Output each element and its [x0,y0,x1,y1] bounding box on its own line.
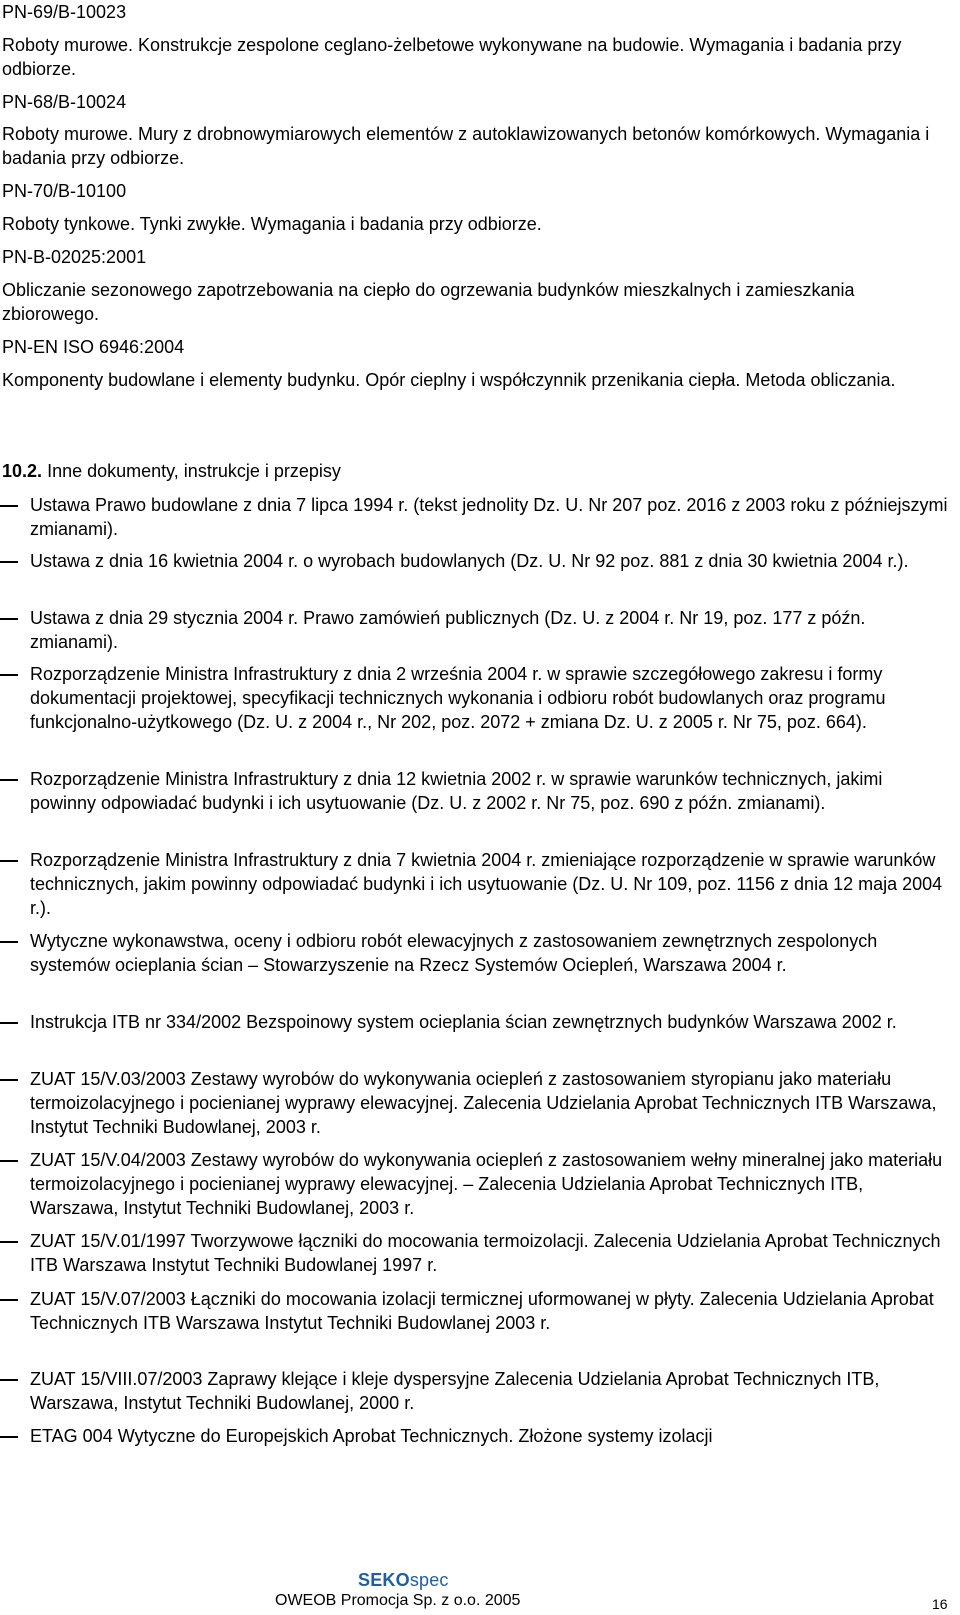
company-logo [358,1570,449,1590]
logo-light-part: spec [409,1570,449,1590]
list-item-text: Instrukcja ITB nr 334/2002 Bezspoinowy system ocieplania ścian zewnętrznych budynków Warszawa 2002 r. [30,1012,897,1032]
dash-bullet [0,941,18,943]
list-item-text: Ustawa z dnia 16 kwietnia 2004 r. o wyrobach budowlanych (Dz. U. Nr 92 poz. 881 z dnia 30 kwietnia 2004 r.). [30,551,909,571]
page-number: 16 [932,1596,948,1612]
section-number: 10.2. [2,461,43,481]
standard-description: Komponenty budowlane i elementy budynku. Opór cieplny i współczynnik przenikania ciepła. Metoda obliczania. [2,370,896,390]
dash-bullet [0,1160,18,1162]
dash-bullet [0,1379,18,1381]
dash-bullet [0,1079,18,1081]
list-item-text: ETAG 004 Wytyczne do Europejskich Aprobat Technicznych. Złożone systemy izolacji [30,1426,713,1446]
list-item-text: ZUAT 15/V.03/2003 Zestawy wyrobów do wykonywania ociepleń z zastosowaniem styropianu jako materiału termoizolacyjnego i pocienianej wyprawy elewacyjnej. Zalecenia Udzielania Aprobat Technicznych ITB Warszawa, Instytut Techniki Budowlanej, 2003 r. [30,1069,937,1137]
standard-code: PN-70/B-10100 [2,181,127,201]
standard-description: Roboty murowe. Mury z drobnowymiarowych elementów z autoklawizowanych betonów komórkowych. Wymagania i badania przy odbiorze. [2,124,930,168]
list-item-text: Rozporządzenie Ministra Infrastruktury z dnia 7 kwietnia 2004 r. zmieniające rozporządzenie w sprawie warunków technicznych, jakim powinny odpowiadać budynki i ich usytuowanie (Dz. U. Nr 109, poz. 1156 z dnia 12 maja 2004 r.). [30,850,943,918]
list-item-text: ZUAT 15/VIII.07/2003 Zaprawy klejące i kleje dyspersyjne Zalecenia Udzielania Aprobat Technicznych ITB, Warszawa, Instytut Techniki Budowlanej, 2000 r. [30,1369,880,1413]
dash-bullet [0,779,18,781]
footer-company: OWEOB Promocja Sp. z o.o. 2005 [275,1592,521,1609]
list-item-text: ZUAT 15/V.04/2003 Zestawy wyrobów do wykonywania ociepleń z zastosowaniem wełny mineralnej jako materiału termoizolacyjnego i pocienianej wyprawy elewacyjnej. – Zalecenia Udzielania Aprobat Technicznych ITB, Warszawa, Instytut Techniki Budowlanej, 2003 r. [30,1150,943,1218]
standard-code: PN-B-02025:2001 [2,247,147,267]
dash-bullet [0,1022,18,1024]
list-item-text: Ustawa Prawo budowlane z dnia 7 lipca 1994 r. (tekst jednolity Dz. U. Nr 207 poz. 2016 z 2003 roku z późniejszymi zmianami). [30,495,948,539]
logo-bold-part: SEKO [358,1570,410,1590]
dash-bullet [0,674,18,676]
list-item-text: Ustawa z dnia 29 stycznia 2004 r. Prawo zamówień publicznych (Dz. U. z 2004 r. Nr 19, poz. 177 z późn. zmianami). [30,608,866,652]
dash-bullet [0,505,18,507]
section-title: Inne dokumenty, instrukcje i przepisy [47,461,341,481]
standard-code: PN-68/B-10024 [2,92,127,112]
list-item-text: Rozporządzenie Ministra Infrastruktury z dnia 12 kwietnia 2002 r. w sprawie warunków technicznych, jakimi powinny odpowiadać budynki i ich usytuowanie (Dz. U. z 2002 r. Nr 75, poz. 690 z późn. zmianami). [30,769,883,813]
dash-bullet [0,1436,18,1438]
standard-description: Obliczanie sezonowego zapotrzebowania na ciepło do ogrzewania budynków mieszkalnych i zamieszkania zbiorowego. [2,280,855,324]
dash-bullet [0,860,18,862]
dash-bullet [0,1299,18,1301]
list-item-text: ZUAT 15/V.01/1997 Tworzywowe łączniki do mocowania termoizolacji. Zalecenia Udzielania Aprobat Technicznych ITB Warszawa Instytut Techniki Budowlanej 1997 r. [30,1231,941,1275]
list-item-text: Rozporządzenie Ministra Infrastruktury z dnia 2 września 2004 r. w sprawie szczegółowego zakresu i formy dokumentacji projektowej, specyfikacji technicznych wykonania i odbioru robót budowlanych oraz programu funkcjonalno-użytkowego (Dz. U. z 2004 r., Nr 202, poz. 2072 + zmiana Dz. U. z 2005 r. Nr 75, poz. 664). [30,664,886,732]
dash-bullet [0,618,18,620]
dash-bullet [0,1241,18,1243]
standard-description: Roboty murowe. Konstrukcje zespolone ceglano-żelbetowe wykonywane na budowie. Wymagania i badania przy odbiorze. [2,35,902,79]
standard-description: Roboty tynkowe. Tynki zwykłe. Wymagania i badania przy odbiorze. [2,214,542,234]
standard-code: PN-EN ISO 6946:2004 [2,337,185,357]
dash-bullet [0,561,18,563]
section-heading [2,459,341,483]
list-item-text: ZUAT 15/V.07/2003 Łączniki do mocowania izolacji termicznej uformowanej w płyty. Zalecenia Udzielania Aprobat Technicznych ITB Warszawa Instytut Techniki Budowlanej 2003 r. [30,1289,934,1333]
standard-code: PN-69/B-10023 [2,2,127,22]
list-item-text: Wytyczne wykonawstwa, oceny i odbioru robót elewacyjnych z zastosowaniem zewnętrznych zespolonych systemów ocieplania ścian – Stowarzyszenie na Rzecz Systemów Ociepleń, Warszawa 2004 r. [30,931,878,975]
